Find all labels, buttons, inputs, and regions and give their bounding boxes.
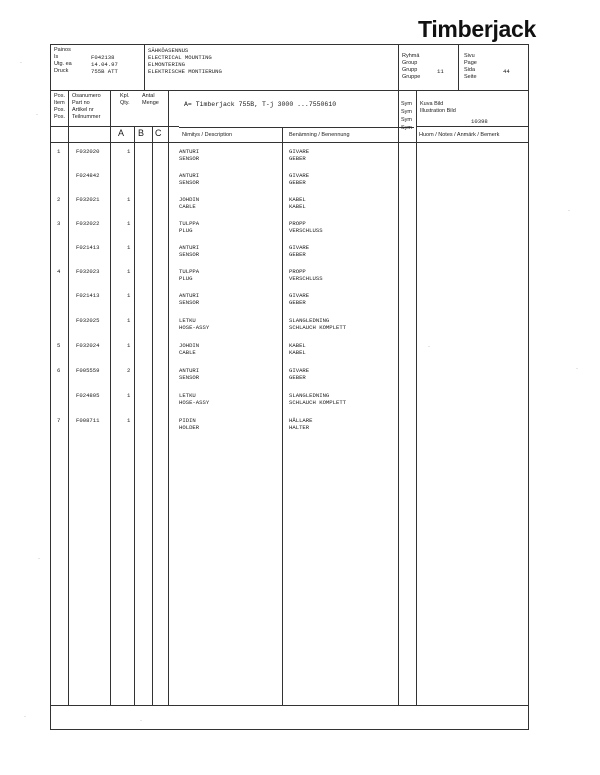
column-c-label: C — [155, 128, 162, 138]
row-desc-de: SCHLAUCH KOMPLETT — [289, 324, 347, 331]
sym-label-1: Sym — [401, 101, 412, 107]
row-part: F032022 — [76, 220, 100, 227]
row-desc-de: GEBER — [289, 251, 306, 258]
edition-date: 14.04.97 — [91, 61, 118, 68]
edition-code: F042138 — [91, 54, 115, 61]
row-pos: 7 — [57, 417, 61, 424]
parts-sheet — [50, 44, 529, 730]
row-desc-fi: JOHDIN — [179, 342, 200, 349]
group-value: 11 — [437, 68, 444, 75]
title-line-de: ELEKTRISCHE MONTIERUNG — [148, 68, 222, 75]
row-desc-sv: GIVARE — [289, 367, 310, 374]
table-row — [51, 245, 528, 269]
abc-top-rule — [51, 126, 179, 127]
part-label-en: Part no — [72, 100, 90, 106]
pos-label-de: Pos. — [54, 114, 66, 120]
scan-speck: · — [36, 112, 38, 118]
row-desc-de: VERSCHLUSS — [289, 275, 323, 282]
scan-speck: · — [24, 714, 26, 720]
benamning-label: Benämning / Benennung — [289, 132, 350, 138]
table-row — [51, 418, 528, 442]
row-desc-sv: HÅLLARE — [289, 417, 313, 424]
page-label-fi: Sivu — [464, 53, 475, 59]
row-desc-sv: KABEL — [289, 196, 306, 203]
row-qty: 1 — [127, 292, 131, 299]
desc-rule — [179, 127, 414, 128]
row-desc-sv: PROPP — [289, 268, 306, 275]
row-qty: 1 — [127, 342, 131, 349]
row-desc-en: SENSOR — [179, 299, 200, 306]
header-divider — [51, 90, 528, 91]
row-qty: 1 — [127, 196, 131, 203]
row-pos: 5 — [57, 342, 61, 349]
notes-label: Huom / Notes / Anmärk / Bemerk — [419, 132, 500, 138]
row-desc-en: SENSOR — [179, 251, 200, 258]
table-row — [51, 269, 528, 293]
row-desc-en: PLUG — [179, 275, 193, 282]
scan-speck: · — [38, 556, 40, 562]
row-desc-fi: ANTURI — [179, 172, 200, 179]
pos-label-fi: Pos. — [54, 93, 66, 99]
row-part: F024842 — [76, 172, 100, 179]
row-part: F021413 — [76, 292, 100, 299]
druck-label: Druck — [54, 68, 69, 74]
row-qty: 1 — [127, 268, 131, 275]
row-desc-sv: SLANGLEDNING — [289, 392, 330, 399]
row-part: F024805 — [76, 392, 100, 399]
row-part: F021413 — [76, 244, 100, 251]
row-desc-de: SCHLAUCH KOMPLETT — [289, 399, 347, 406]
row-desc-de: GEBER — [289, 179, 306, 186]
row-pos: 4 — [57, 268, 61, 275]
row-desc-sv: GIVARE — [289, 172, 310, 179]
scan-speck: · — [576, 366, 578, 372]
scan-speck: · — [428, 344, 430, 350]
row-desc-sv: GIVARE — [289, 292, 310, 299]
part-label-sv: Artikel nr — [72, 107, 94, 113]
pos-label-en: Item — [54, 100, 65, 106]
table-row — [51, 343, 528, 367]
edition-model: 755B ATT — [91, 68, 118, 75]
description-label: Nimitys / Description — [182, 132, 233, 138]
row-desc-de: GEBER — [289, 299, 306, 306]
title-line-sv: ELMONTERING — [148, 61, 185, 68]
row-desc-fi: JOHDIN — [179, 196, 200, 203]
menge-label: Menge — [142, 100, 159, 106]
row-desc-de: GEBER — [289, 155, 306, 162]
illus-rule — [416, 126, 528, 127]
row-desc-fi: ANTURI — [179, 367, 200, 374]
qty-label-en: Qty. — [120, 100, 130, 106]
row-part: F032024 — [76, 342, 100, 349]
scan-speck: · — [140, 718, 142, 724]
is-label: Is — [54, 54, 59, 60]
row-desc-sv: PROPP — [289, 220, 306, 227]
row-desc-de: KABEL — [289, 349, 306, 356]
row-desc-fi: LETKU — [179, 392, 196, 399]
row-part: F032023 — [76, 268, 100, 275]
row-desc-en: HOLDER — [179, 424, 200, 431]
page-value: 44 — [503, 68, 510, 75]
row-qty: 1 — [127, 244, 131, 251]
row-part: F032025 — [76, 317, 100, 324]
vline-h2 — [398, 45, 399, 90]
row-pos: 2 — [57, 196, 61, 203]
row-desc-en: CABLE — [179, 349, 196, 356]
table-row — [51, 221, 528, 245]
model-line: A= Timberjack 755B, T-j 3000 ...7550610 — [184, 101, 337, 108]
row-desc-de: VERSCHLUSS — [289, 227, 323, 234]
table-row — [51, 318, 528, 342]
row-desc-en: HOSE-ASSY — [179, 399, 210, 406]
vline-h3 — [458, 45, 459, 90]
table-row — [51, 293, 528, 317]
row-desc-fi: TULPPA — [179, 220, 200, 227]
kuva-label: Kuva Bild — [420, 101, 444, 107]
row-part: F008711 — [76, 417, 100, 424]
row-pos: 1 — [57, 148, 61, 155]
row-part: F032021 — [76, 196, 100, 203]
table-row — [51, 173, 528, 197]
row-desc-sv: SLANGLEDNING — [289, 317, 330, 324]
row-pos: 6 — [57, 367, 61, 374]
row-desc-sv: GIVARE — [289, 148, 310, 155]
column-a-label: A — [118, 128, 125, 138]
row-desc-sv: KABEL — [289, 342, 306, 349]
page-label-de: Seite — [464, 74, 477, 80]
row-desc-sv: GIVARE — [289, 244, 310, 251]
row-desc-fi: ANTURI — [179, 244, 200, 251]
part-label-de: Teilnummer — [72, 114, 101, 120]
vline-h1 — [144, 45, 145, 90]
group-label-en: Group — [402, 60, 418, 66]
sym-label-4: Sym — [401, 125, 412, 131]
row-desc-de: GEBER — [289, 374, 306, 381]
table-header-divider — [51, 142, 528, 143]
row-qty: 1 — [127, 220, 131, 227]
sym-label-3: Sym — [401, 117, 412, 123]
column-b-label: B — [138, 128, 145, 138]
row-part: F032020 — [76, 148, 100, 155]
group-label-sv: Grupp — [402, 67, 418, 73]
row-desc-de: HALTER — [289, 424, 310, 431]
part-label-fi: Osanumero — [72, 93, 101, 99]
painos-label: Painos — [54, 47, 71, 53]
row-desc-en: SENSOR — [179, 374, 200, 381]
title-line-en: ELECTRICAL MOUNTING — [148, 54, 212, 61]
row-qty: 1 — [127, 317, 131, 324]
table-row — [51, 197, 528, 221]
row-pos: 3 — [57, 220, 61, 227]
page-label-sv: Sida — [464, 67, 476, 73]
scan-speck: · — [20, 60, 22, 66]
table-row — [51, 393, 528, 417]
row-desc-en: SENSOR — [179, 179, 200, 186]
row-desc-de: KABEL — [289, 203, 306, 210]
row-qty: 1 — [127, 148, 131, 155]
row-desc-fi: PIDIN — [179, 417, 196, 424]
brand-logo: Timberjack — [418, 16, 537, 42]
row-desc-en: PLUG — [179, 227, 193, 234]
row-qty: 1 — [127, 417, 131, 424]
row-desc-fi: TULPPA — [179, 268, 200, 275]
row-part: F005559 — [76, 367, 100, 374]
antal-label: Antal — [142, 93, 155, 99]
row-desc-fi: ANTURI — [179, 292, 200, 299]
utg-label: Utg. ea — [54, 61, 72, 67]
row-qty: 2 — [127, 367, 131, 374]
row-desc-en: CABLE — [179, 203, 196, 210]
footer-divider — [51, 705, 528, 706]
pos-label-sv: Pos. — [54, 107, 66, 113]
row-desc-en: SENSOR — [179, 155, 200, 162]
table-row — [51, 368, 528, 392]
table-row — [51, 149, 528, 173]
row-desc-fi: LETKU — [179, 317, 196, 324]
qty-label-fi: Kpl. — [120, 93, 130, 99]
sym-label-2: Sym — [401, 109, 412, 115]
page-label-en: Page — [464, 60, 477, 66]
illustration-label: Illustration Bild — [420, 108, 456, 114]
row-desc-fi: ANTURI — [179, 148, 200, 155]
scan-speck: · — [568, 208, 570, 214]
title-line-fi: SÄHKÖASENNUS — [148, 47, 189, 54]
illustration-number: 10398 — [471, 118, 488, 125]
row-desc-en: HOSE-ASSY — [179, 324, 210, 331]
group-label-fi: Ryhmä — [402, 53, 420, 59]
group-label-de: Gruppe — [402, 74, 421, 80]
row-qty: 1 — [127, 392, 131, 399]
